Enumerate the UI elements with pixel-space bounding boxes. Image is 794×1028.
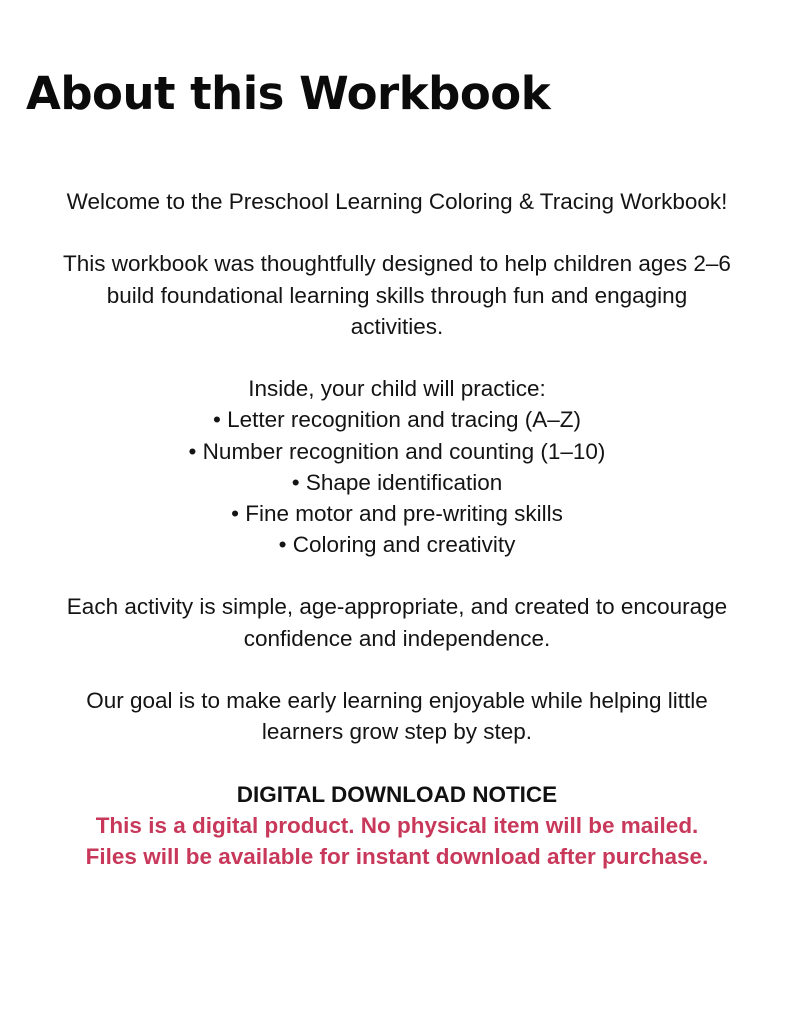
- welcome-text: Welcome to the Preschool Learning Coloring & Tracing Workbook!: [66, 189, 728, 214]
- spacer: [0, 654, 794, 685]
- goal-line-1: Our goal is to make early learning enjoyable while helping little: [86, 688, 708, 713]
- practice-item-shapes: • Shape identification: [291, 469, 503, 495]
- practice-item-motor-skills: • Fine motor and pre-writing skills: [231, 500, 563, 526]
- description-line-1: This workbook was thoughtfully designed to help children ages 2–6: [63, 251, 731, 277]
- page-title: About this Workbook: [26, 67, 551, 120]
- spacer: [0, 342, 794, 373]
- about-content: [0, 186, 794, 872]
- description-line-2: build foundational learning skills through fun and engaging: [106, 282, 688, 308]
- practice-item-coloring: • Coloring and creativity: [278, 532, 516, 558]
- notice-line-2: Files will be available for instant download after purchase.: [85, 843, 709, 869]
- spacer: [0, 217, 794, 248]
- practice-item-letters: • Letter recognition and tracing (A–Z): [212, 407, 582, 433]
- practice-heading: Inside, your child will practice:: [248, 376, 546, 402]
- activity-line-2: confidence and independence.: [243, 625, 551, 651]
- spacer: [0, 560, 794, 591]
- practice-item-numbers: • Number recognition and counting (1–10): [188, 438, 606, 464]
- description-line-3: activities.: [350, 313, 444, 339]
- goal-line-2: learners grow step by step.: [261, 719, 533, 745]
- notice-title: DIGITAL DOWNLOAD NOTICE: [236, 781, 558, 807]
- notice-line-1: This is a digital product. No physical item will be mailed.: [95, 812, 699, 838]
- activity-line-1: Each activity is simple, age-appropriate, and created to encourage: [66, 594, 728, 620]
- spacer: [0, 747, 794, 778]
